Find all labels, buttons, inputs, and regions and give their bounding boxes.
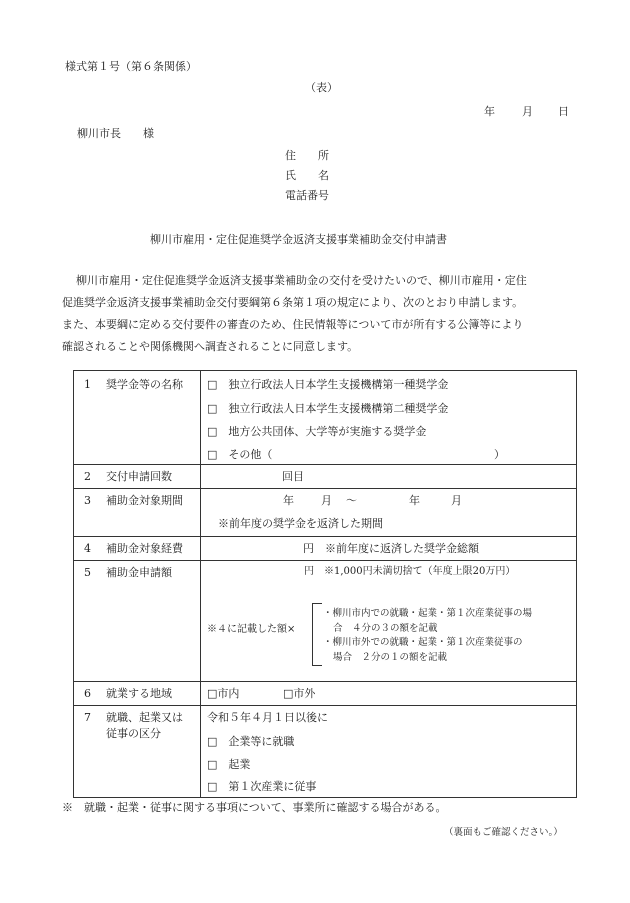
row-divider <box>73 488 576 489</box>
row-number: 7 <box>84 711 91 724</box>
calculation-note: ※４に記載した額× <box>207 624 296 635</box>
scholarship-option-1[interactable]: □ 独立行政法人日本学生支援機構第一種奨学金 <box>207 378 449 391</box>
row-label: 就職、起業又は <box>106 711 183 724</box>
scholarship-option-2[interactable]: □ 独立行政法人日本学生支援機構第二種奨学金 <box>207 402 449 415</box>
row-number: 1 <box>84 378 91 391</box>
row-label-line-2: 従事の区分 <box>106 727 161 740</box>
form-number: 様式第１号（第６条関係） <box>65 60 197 73</box>
row-number: 4 <box>84 542 91 555</box>
name-label: 氏 名 <box>285 169 329 182</box>
phone-label: 電話番号 <box>285 189 329 202</box>
row-label: 補助金対象期間 <box>106 494 183 507</box>
column-divider <box>200 370 201 797</box>
date-year-label: 年 <box>484 105 495 118</box>
application-count-field[interactable]: 回目 <box>282 470 304 483</box>
period-end-month[interactable]: 月 <box>451 494 462 507</box>
employment-option-company[interactable]: □ 企業等に就職 <box>207 735 295 748</box>
inside-city-rule-line-1: ・柳川市内での就職・起業・第１次産業従事の場 <box>323 608 533 619</box>
outside-city-rule-line-1: ・柳川市外での就職・起業・第１次産業従事の <box>323 637 523 648</box>
scholarship-option-3[interactable]: □ 地方公共団体、大学等が実施する奨学金 <box>207 425 427 438</box>
addressee: 柳川市長 様 <box>77 127 154 140</box>
region-inside-checkbox[interactable]: □市内 <box>207 687 240 700</box>
inside-city-rule-line-2: 合 ４分の３の額を記載 <box>333 623 438 634</box>
address-label: 住 所 <box>285 149 329 162</box>
period-end-year[interactable]: 年 <box>409 494 420 507</box>
row-divider <box>73 681 576 682</box>
back-side-note: （裏面もご確認ください。） <box>444 827 563 838</box>
row-number: 3 <box>84 494 91 507</box>
row-divider <box>73 705 576 706</box>
eligible-expense-field[interactable]: 円 ※前年度に返済した奨学金総額 <box>303 542 479 555</box>
body-line-1: 柳川市雇用・定住促進奨学金返済支援事業補助金の交付を受けたいので、柳川市雇用・定住 <box>76 274 527 287</box>
scholarship-option-other[interactable]: □ その他（ <box>207 448 273 461</box>
row-label: 就業する地域 <box>106 687 172 700</box>
row-label: 補助金申請額 <box>106 566 172 579</box>
row-label: 補助金対象経費 <box>106 542 183 555</box>
body-line-2: 促進奨学金返済支援事業補助金交付要綱第６条第１項の規定により、次のとおり申請します。 <box>62 296 524 309</box>
row-number: 6 <box>84 687 91 700</box>
employment-option-primary-industry[interactable]: □ 第１次産業に従事 <box>207 780 317 793</box>
date-day-label: 日 <box>558 105 569 118</box>
period-note: ※前年度の奨学金を返済した期間 <box>218 517 383 530</box>
side-label: （表） <box>305 81 338 94</box>
region-outside-checkbox[interactable]: □市外 <box>283 687 316 700</box>
employment-intro: 令和５年４月１日以後に <box>207 711 328 724</box>
requested-amount-field[interactable]: 円 ※1,000円未満切捨て（年度上限20万円） <box>304 566 516 577</box>
footnote: ※ 就職・起業・従事に関する事項について、事業所に確認する場合がある。 <box>62 801 447 814</box>
body-line-3: また、本要綱に定める交付要件の審査のため、住民情報等について市が所有する公簿等により <box>62 318 524 331</box>
row-divider <box>73 536 576 537</box>
row-number: 5 <box>84 566 91 579</box>
row-number: 2 <box>84 470 91 483</box>
period-start-year[interactable]: 年 <box>283 494 294 507</box>
row-label: 奨学金等の名称 <box>106 378 183 391</box>
period-tilde: ～ <box>346 494 357 507</box>
bracket-icon <box>312 603 322 666</box>
outside-city-rule-line-2: 場合 ２分の１の額を記載 <box>333 652 448 663</box>
body-line-4: 確認されることや関係機関へ調査されることに同意します。 <box>62 340 359 353</box>
employment-option-startup[interactable]: □ 起業 <box>207 758 251 771</box>
other-close-paren: ） <box>494 448 505 461</box>
document-title: 柳川市雇用・定住促進奨学金返済支援事業補助金交付申請書 <box>150 233 447 246</box>
row-divider <box>73 560 576 561</box>
row-divider <box>73 464 576 465</box>
period-start-month[interactable]: 月 <box>321 494 332 507</box>
date-month-label: 月 <box>522 105 533 118</box>
row-label: 交付申請回数 <box>106 470 172 483</box>
